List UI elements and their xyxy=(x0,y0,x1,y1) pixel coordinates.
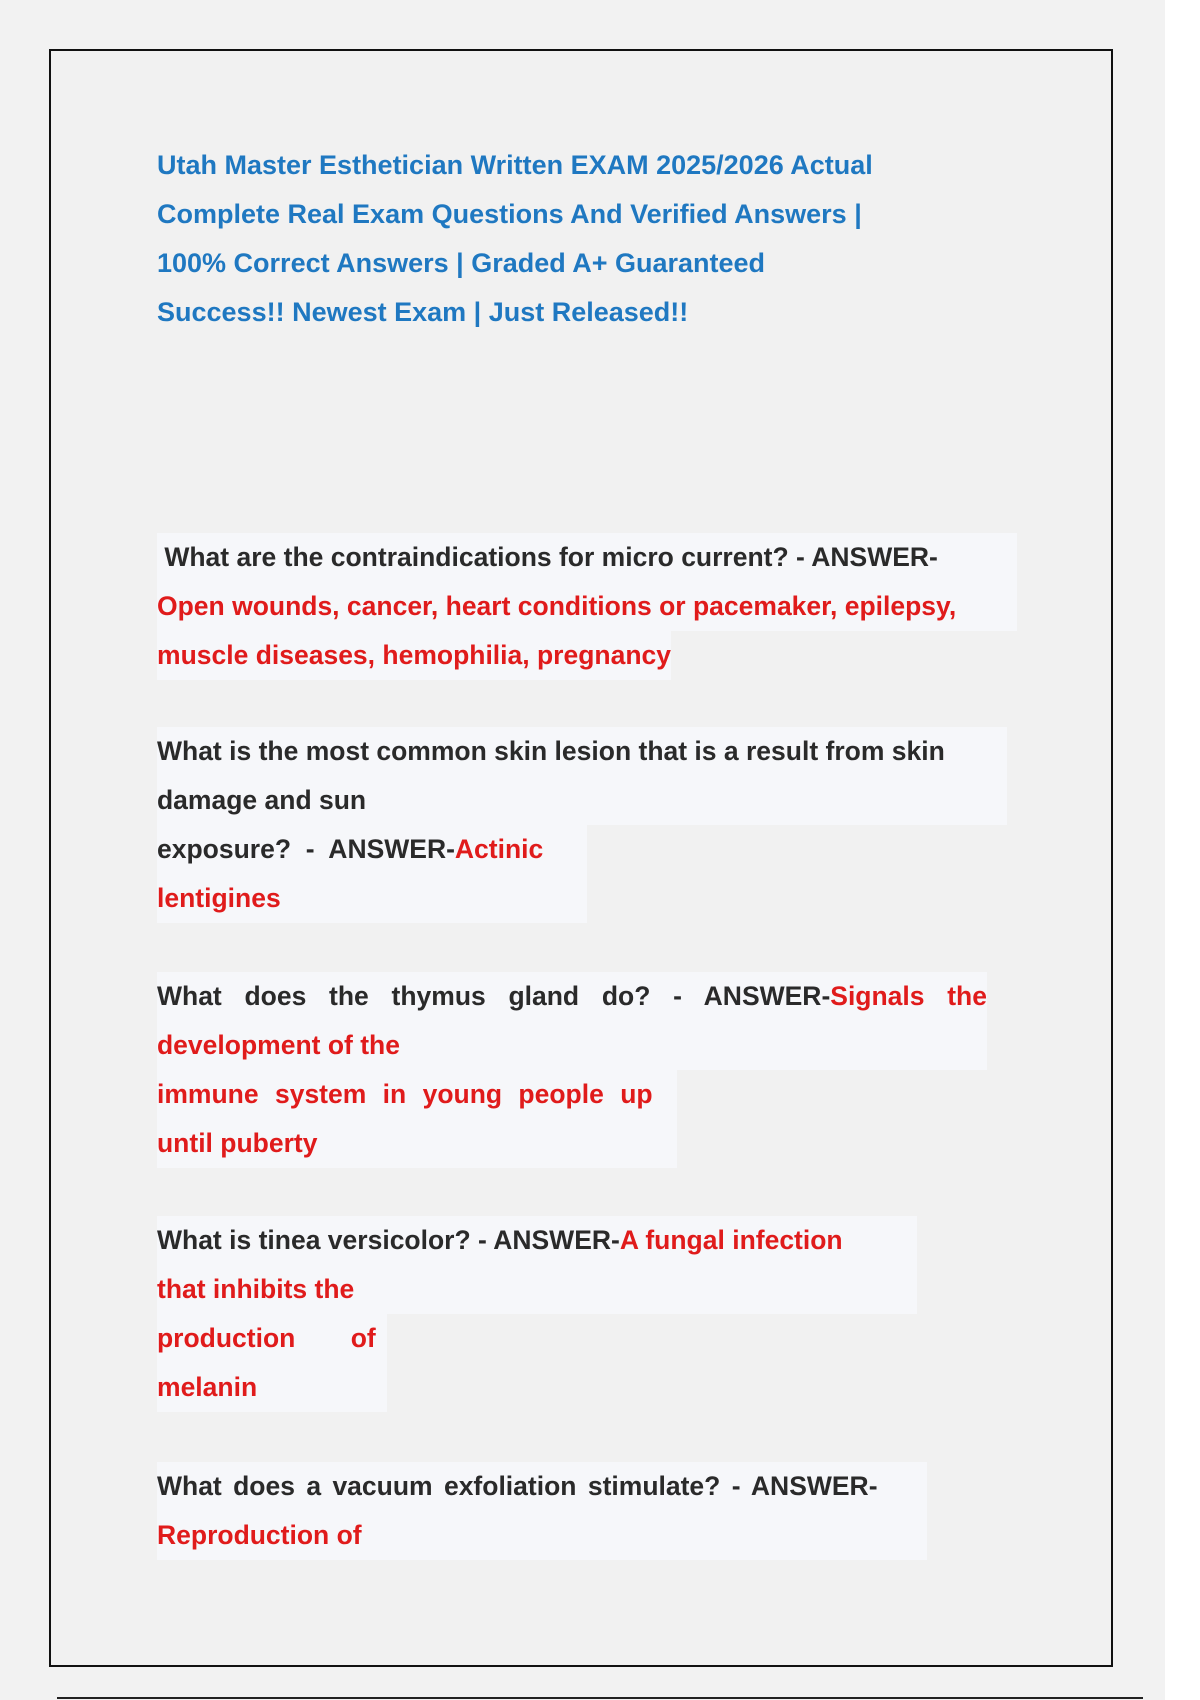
answer-text: muscle diseases, hemophilia, pregnancy xyxy=(157,631,671,680)
viewer-right-margin xyxy=(1165,0,1200,1700)
qa-item-skin-lesion xyxy=(157,727,1007,923)
answer-text: Reproduction of xyxy=(157,1511,927,1560)
answer-text: until puberty xyxy=(157,1119,677,1168)
answer-text: lentigines xyxy=(157,874,587,923)
page-bottom-divider xyxy=(57,1697,1143,1699)
answer-text: melanin xyxy=(157,1363,387,1412)
qa-item-tinea-versicolor xyxy=(157,1216,917,1412)
answer-text: production of xyxy=(157,1314,387,1363)
answer-text: A fungal infection xyxy=(619,1225,843,1255)
qa-item-micro-current xyxy=(157,533,1017,680)
question-text: damage and sun xyxy=(157,776,1007,825)
title-line: Utah Master Esthetician Written EXAM 2025/2026 Actual xyxy=(157,150,873,180)
question-text: What are the contraindications for micro current? - ANSWER- xyxy=(157,533,1017,582)
title-line: 100% Correct Answers | Graded A+ Guaranteed xyxy=(157,248,766,278)
question-text: What does a vacuum exfoliation stimulate? - ANSWER- xyxy=(157,1462,927,1511)
answer-text: that inhibits the xyxy=(157,1265,917,1314)
answer-text: development of the xyxy=(157,1021,987,1070)
question-text: What is tinea versicolor? - ANSWER- xyxy=(157,1225,620,1255)
question-answer-line xyxy=(157,1216,917,1265)
qa-item-vacuum-exfoliation xyxy=(157,1462,927,1560)
title-line: Success!! Newest Exam | Just Released!! xyxy=(157,297,689,327)
question-answer-line xyxy=(157,972,987,1021)
answer-text: Signals the xyxy=(830,981,987,1011)
question-text: What is the most common skin lesion that is a result from skin xyxy=(157,727,1007,776)
question-answer-line xyxy=(157,825,587,874)
title-line: Complete Real Exam Questions And Verified Answers | xyxy=(157,199,862,229)
question-text: exposure? - ANSWER- xyxy=(157,834,455,864)
question-text: What does the thymus gland do? - ANSWER- xyxy=(157,981,831,1011)
document-title xyxy=(157,141,977,337)
answer-text: Actinic xyxy=(454,834,544,864)
qa-item-thymus-gland xyxy=(157,972,987,1168)
answer-text: immune system in young people up xyxy=(157,1070,677,1119)
document-page xyxy=(49,49,1113,1667)
answer-text: Open wounds, cancer, heart conditions or pacemaker, epilepsy, xyxy=(157,582,1017,631)
